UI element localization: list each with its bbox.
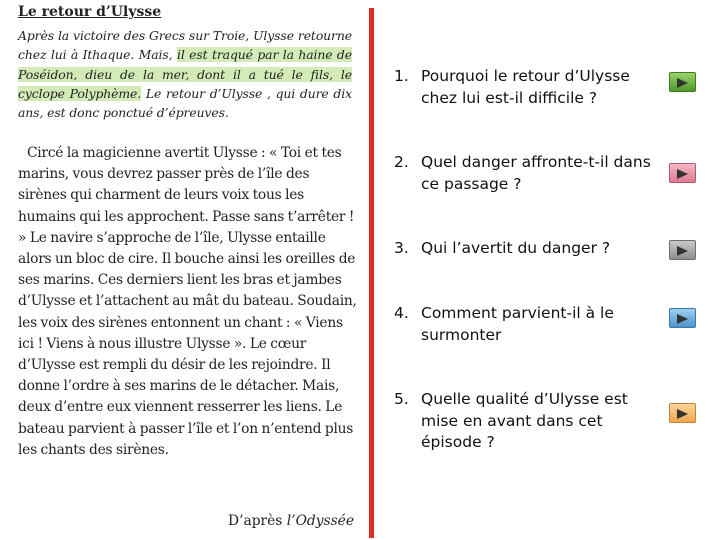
play-button-2[interactable] xyxy=(669,163,696,183)
intro-highlighted-text: il est traqué par la haine de Poséidon, dieu de la mer, dont il a tué le fils, le cyclope Polyphème. xyxy=(18,47,352,101)
page-title: Le retour d’Ulysse xyxy=(18,4,162,20)
question-text: Quel danger affronte-t-il dans ce passage ? xyxy=(421,153,651,193)
play-button-4[interactable] xyxy=(669,308,696,328)
question-number: 5. xyxy=(394,390,409,408)
play-icon xyxy=(677,409,688,419)
intro-text-end: Le retour d’Ulysse , qui dure dix ans, est donc ponctué d’épreuves. xyxy=(18,85,352,121)
play-icon xyxy=(677,314,688,324)
question-text: Pourquoi le retour d’Ulysse chez lui est-il difficile ? xyxy=(421,67,630,107)
play-button-5[interactable] xyxy=(669,403,696,423)
source-work: l’Odyssée xyxy=(286,513,354,529)
question-text: Qui l’avertit du danger ? xyxy=(421,239,611,257)
question-number: 4. xyxy=(394,304,409,322)
story-paragraph xyxy=(18,143,358,461)
question-text: Comment parvient-il à le surmonter xyxy=(421,304,614,344)
play-icon xyxy=(677,169,688,179)
question-number: 1. xyxy=(394,67,409,85)
play-icon xyxy=(677,78,688,88)
question-text: Quelle qualité d’Ulysse est mise en avant dans cet épisode ? xyxy=(421,390,628,451)
source-prefix: D’après xyxy=(228,513,287,529)
play-button-3[interactable] xyxy=(669,240,696,260)
intro-text-start: Après la victoire des Grecs sur Troie, Ulysse retourne chez lui à Ithaque. Mais, xyxy=(18,28,352,63)
story-text: Circé la magicienne avertit Ulysse : « Toi et tes marins, vous devrez passer près de l’île des sirènes qui charment de leurs voix tous les humains qui les approchent. Passe sans t’arrêter ! » Le navire s’approche de l’île, Ulysse entaille alors un bloc de cire. Il bouche ainsi les oreilles de ses marins. Ces derniers lient les bras et jambes d’Ulysse et l’attachent au mât du bateau. Soudain, les voix des sirènes entonnent un chant : « Viens ici ! Viens à nous illustre Ulysse ». Le cœur d’Ulysse est rempli du désir de les rejoindre. Il donne l’ordre à ses marins de le détacher. Mais, deux d’entre eux viennent resserrer les liens. Le bateau parvient à passer l’île et l’on n’entend plus les chants des sirènes. xyxy=(18,145,357,458)
source-credit xyxy=(228,513,354,529)
question-number: 2. xyxy=(394,153,409,171)
play-button-1[interactable] xyxy=(669,72,696,92)
text-column xyxy=(18,4,356,536)
question-number: 3. xyxy=(394,239,409,257)
intro-paragraph xyxy=(18,26,352,122)
vertical-divider xyxy=(369,8,374,538)
play-icon xyxy=(677,246,688,256)
